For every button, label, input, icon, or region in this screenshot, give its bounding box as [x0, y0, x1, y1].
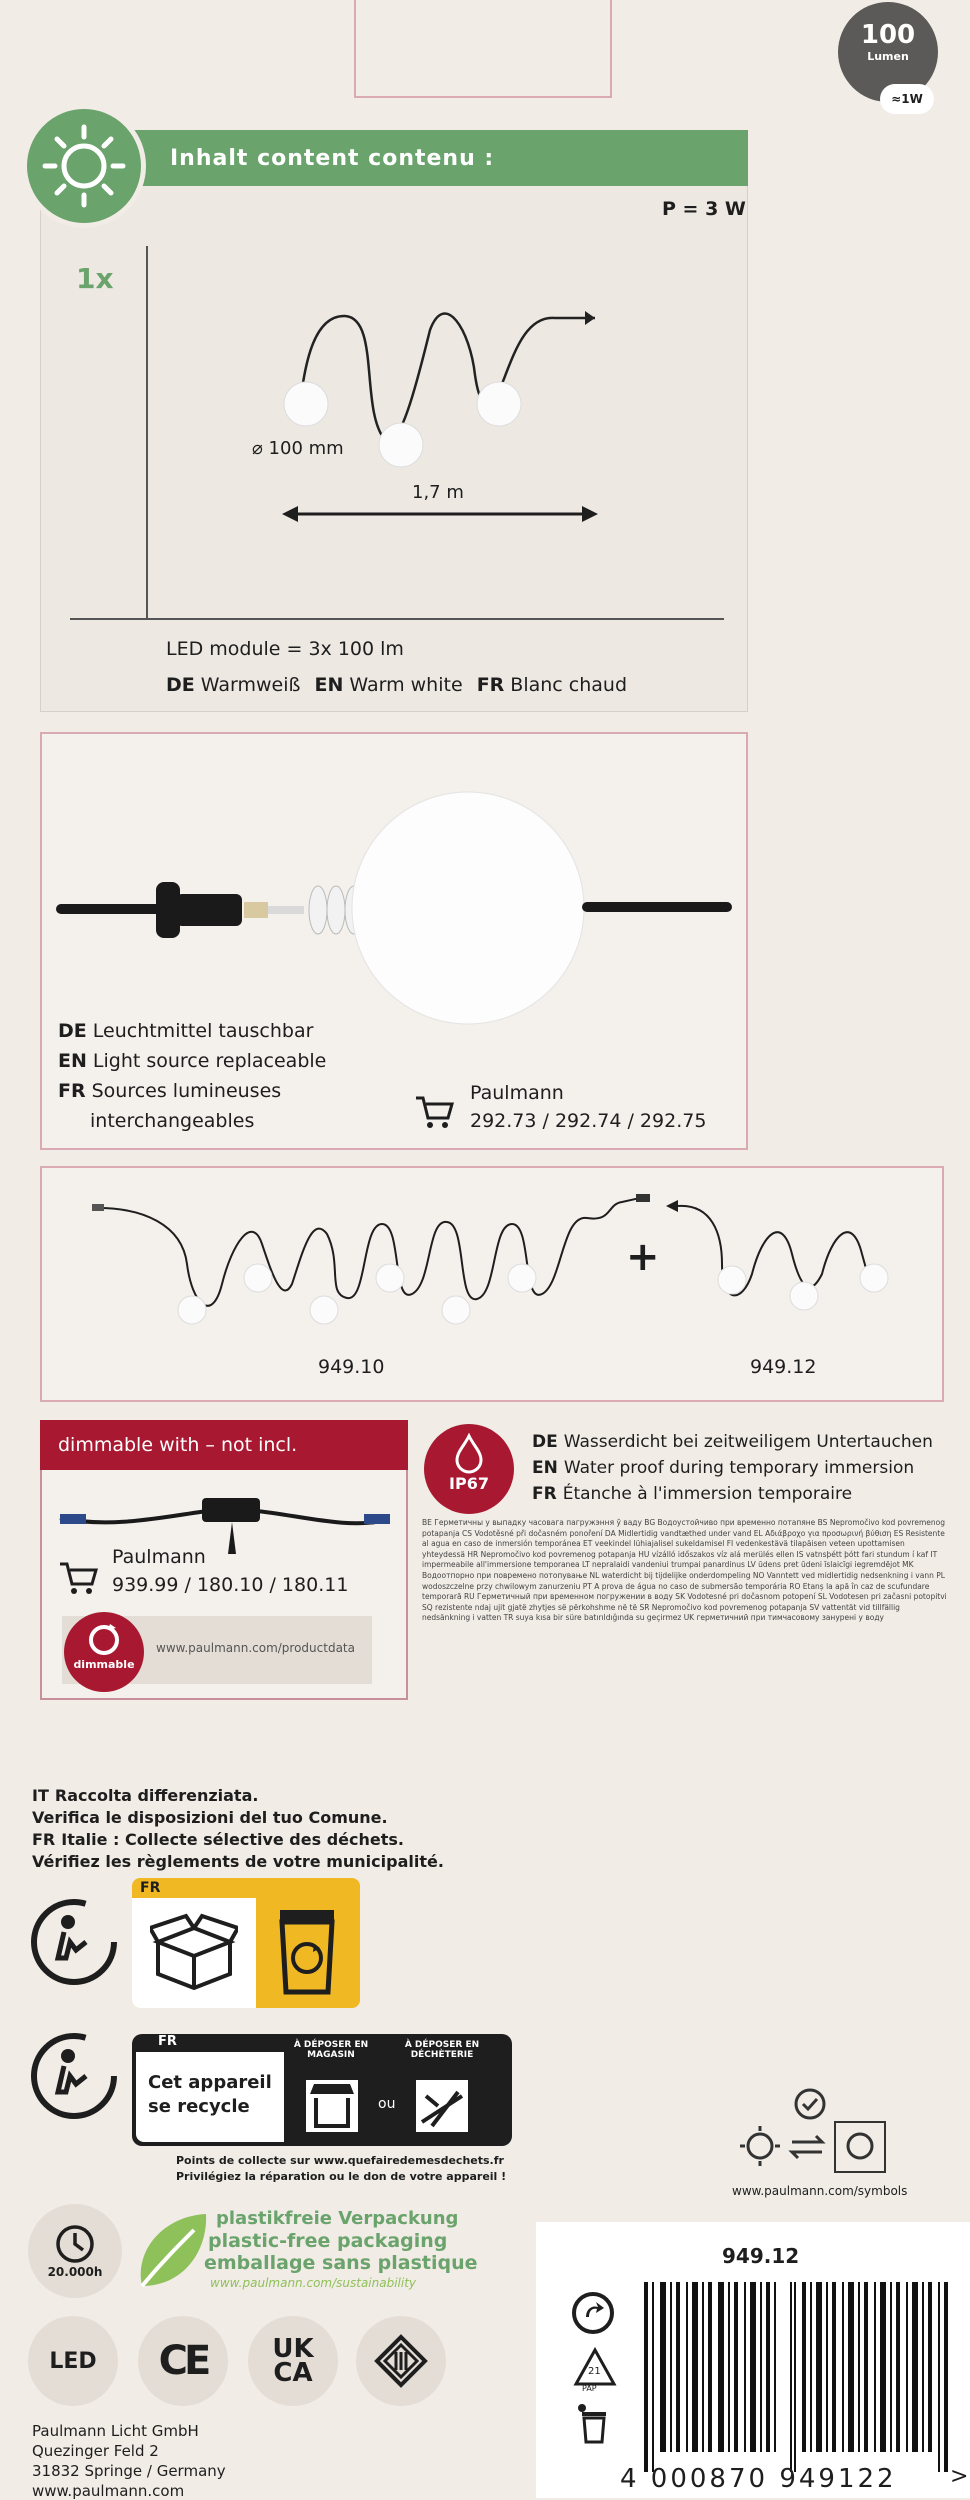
sun-icon — [22, 104, 146, 228]
dimmable-knob-icon — [64, 1612, 144, 1660]
combination-right-item: 949.12 — [750, 1356, 817, 1378]
ukca-mark: UK CA — [248, 2316, 338, 2406]
disposal-it-1: IT Raccolta differenziata. — [32, 1786, 259, 1805]
contents-heading: Inhalt content contenu : — [170, 146, 495, 171]
barcode-arrow: > — [950, 2464, 969, 2489]
replaceable-brand: Paulmann — [470, 1082, 564, 1104]
combination-left-item: 949.10 — [318, 1356, 385, 1378]
led-module-text: LED module = 3x 100 lm — [166, 638, 404, 660]
ip-multilingual: BE Герметичны у выпадку часовага пагружэння ў ваду BG Водоустойчиво при временно потапяне BS Nepromočivo kod povremenog potapanja CS Vodotěsné při dočasném ponoření DA Midlertidig vandtæthed under vand EL Αδιάβροχο για προσωρινή βύθιση ES Resistente al agua en caso de inmersión temporánea ET veekindel lühiajalisel sukeldamisel FI vedenkestävä tilapäisen veteen upottamisen yhteydessä HR Nepromočivo kod povremenog potapanja HU vízálló időszakos víz alá merülés ellen IS vatnsþétt þótt fari stundum í kaf IT impermeabile all'immersione temporanea LT nepralaidi vandeniui trumpai panardinus LV ūdens pret ūdeni īslaicīgi iegremdējot MK Водоотпорно при повремено потопување NL waterdicht bij tijdelijke onderdompeling NO Vanntett ved midlertidig nedsenkning i vann PL wodoszczelne przy chwilowym zanurzeniu PT A prova de água no caso de submersão temporária RO Etanș la apă în caz de scufundare temporară RU Герметичный при временном погружении в воду SK Vodotesné pri dočasnom potopení SL Vodotesen pri začasni potopitvi SQ rezistente ndaj ujit gjatë zhytjes së përkohshme në të SR Nepromočivo kod povremenog potapanja SV vattentät vid tillfällig nedsänkning i vatten TR suya kısa bir süre batırıldığında su geçirmez UK герметичний при тимчасовому занурені у воду — [422, 1518, 947, 1623]
triman-2-text1: Cet appareil — [148, 2072, 272, 2093]
power-rating: P = 3 W — [662, 198, 746, 220]
water-drop-icon — [424, 1424, 514, 1474]
dimmable-header: dimmable with – not incl. — [58, 1434, 298, 1456]
dimmable-badge-label: dimmable — [73, 1658, 135, 1671]
clock-icon — [54, 2223, 96, 2265]
replaceable-fr: FR Sources lumineuses — [58, 1080, 282, 1102]
cart-icon — [414, 1094, 454, 1130]
ip-fr: FR Étanche à l'immersion temporaire — [532, 1484, 853, 1504]
triman-2-label: FR — [158, 2034, 177, 2049]
diameter-label: ⌀ 100 mm — [252, 438, 344, 459]
recycle-arrow-icon — [570, 2290, 616, 2336]
dump-icon — [412, 2076, 472, 2136]
dimmer-articles: 939.99 / 180.10 / 180.11 — [112, 1574, 349, 1596]
triman-2-or: ou — [378, 2096, 396, 2112]
ip-rating: IP67 — [449, 1474, 489, 1493]
light-source-illustration — [56, 770, 740, 1050]
disposal-fr-1: FR Italie : Collecte sélective des déchets. — [32, 1830, 404, 1849]
plastic-free-3: emballage sans plastique — [204, 2252, 478, 2274]
yellow-bin-icon — [272, 1906, 342, 1998]
triman-icon — [28, 1896, 120, 1988]
combination-illustration — [92, 1194, 892, 1334]
ip67-badge — [424, 1424, 514, 1514]
divider-horizontal — [70, 618, 724, 620]
pap-recycle-icon — [572, 2346, 618, 2392]
symbols-icon — [730, 2086, 900, 2176]
triman-icon-2 — [28, 2030, 120, 2122]
lifetime-badge — [28, 2204, 122, 2298]
dimmer-brand: Paulmann — [112, 1546, 206, 1568]
sustainability-url: www.paulmann.com/sustainability — [210, 2276, 417, 2290]
recycle-code: PAP — [582, 2384, 597, 2393]
company-url: www.paulmann.com — [32, 2482, 185, 2500]
plastic-free-2: plastic-free packaging — [208, 2230, 448, 2252]
triman-2-footer2: Privilégiez la réparation ou le don de votre appareil ! — [176, 2170, 507, 2183]
triman-2-col2: À DÉPOSER EN DÉCHÈTERIE — [404, 2040, 480, 2060]
triman-1-label: FR — [140, 1880, 161, 1896]
cardboard-box-icon — [150, 1910, 238, 1994]
led-badge: LED — [28, 2316, 118, 2406]
plastic-free-1: plastikfreie Verpackung — [216, 2208, 459, 2229]
leaf-icon — [134, 2210, 210, 2294]
replaceable-de: DE Leuchtmittel tauschbar — [58, 1020, 314, 1042]
ce-mark: CE — [138, 2316, 228, 2406]
triman-2-col1: À DÉPOSER EN MAGASIN — [293, 2040, 369, 2060]
top-box-fragment — [354, 0, 612, 98]
quantity-label: 1x — [76, 262, 114, 295]
bin-disposal-icon — [572, 2402, 616, 2446]
company-city: 31832 Springe / Germany — [32, 2462, 226, 2480]
watt-badge: ≈1W — [880, 84, 934, 114]
triman-2-text2: se recycle — [148, 2096, 250, 2117]
barcode-bars — [644, 2282, 948, 2472]
length-label: 1,7 m — [412, 482, 464, 503]
diamond-icon — [374, 2334, 428, 2388]
barcode-article: 949.12 — [722, 2244, 800, 2268]
disposal-it-2: Verifica le disposizioni del tuo Comune. — [32, 1808, 388, 1827]
ip-en: EN Water proof during temporary immersion — [532, 1458, 915, 1478]
length-arrow — [280, 502, 600, 526]
lumen-unit: Lumen — [867, 50, 909, 63]
productdata-url: www.paulmann.com/productdata — [156, 1641, 355, 1655]
lumen-value: 100 — [860, 20, 916, 50]
shop-icon — [302, 2076, 362, 2136]
divider-vertical — [146, 246, 148, 620]
triman-2-footer1: Points de collecte sur www.quefairedemesdechets.fr — [176, 2154, 504, 2167]
light-color-text: DE Warmweiß EN Warm white FR Blanc chaud — [166, 674, 628, 696]
dimmable-badge — [64, 1612, 144, 1692]
combination-plus: + — [626, 1234, 660, 1280]
barcode-digits: 4 000870 949122 — [620, 2464, 897, 2494]
replaceable-articles: 292.73 / 292.74 / 292.75 — [470, 1110, 707, 1132]
company-street: Quezinger Feld 2 — [32, 2442, 159, 2460]
dimmer-cart-icon — [58, 1560, 98, 1596]
replaceable-en: EN Light source replaceable — [58, 1050, 327, 1072]
lifetime-value: 20.000h — [47, 2265, 103, 2279]
disposal-fr-2: Vérifiez les règlements de votre municipalité. — [32, 1852, 444, 1871]
symbols-url: www.paulmann.com/symbols — [732, 2184, 908, 2198]
replaceable-fr-2: interchangeables — [90, 1110, 255, 1132]
dimmer-cable-illustration — [56, 1480, 396, 1560]
recycle-number: 21 — [588, 2366, 601, 2377]
ip-de: DE Wasserdicht bei zeitweiligem Untertauchen — [532, 1432, 933, 1452]
company-name: Paulmann Licht GmbH — [32, 2422, 199, 2440]
weee-mark — [356, 2316, 446, 2406]
